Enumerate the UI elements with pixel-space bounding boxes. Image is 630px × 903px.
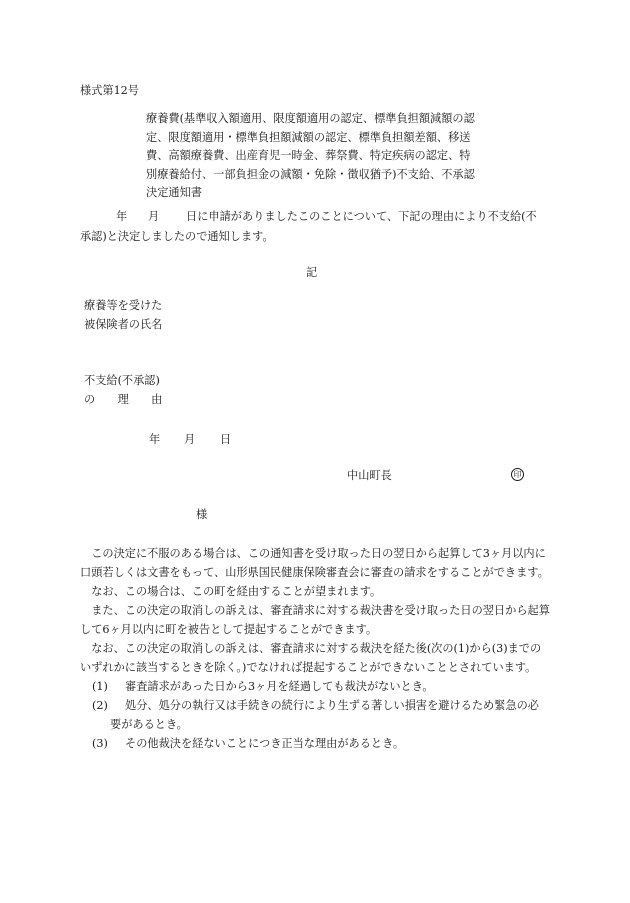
intro-year: 年: [116, 210, 128, 223]
item-text: 処分、処分の執行又は手続きの続行により生ずる著しい損害を避けるため緊急の必: [125, 699, 539, 712]
item-text: その他裁決を経ないことにつき正当な理由があるとき。: [125, 737, 405, 750]
item-number: (2): [92, 699, 108, 712]
date-day: 日: [220, 433, 232, 446]
note-item: [80, 734, 550, 753]
title-line: 別療養給付、一部負担金の減額・免除・徴収猶予)不支給、不承認: [146, 167, 475, 181]
item-number: (3): [92, 737, 108, 750]
seal-icon: 印: [511, 468, 524, 481]
item-number: (1): [92, 680, 108, 693]
label-line: 不支給(不承認): [84, 374, 160, 387]
title-line: 定、限度額適用・標準負担額減額の認定、標準負担額差額、移送: [146, 130, 471, 144]
intro-month: 月: [148, 210, 160, 223]
title-line: 費、高額療養費、出産育児一時金、葬祭費、特定疾病の認定、特: [146, 149, 471, 162]
note-paragraph: この決定に不服のある場合は、この通知書を受け取った日の翌日から起算して3ヶ月以内に口頭若しくは文書をもって、山形県国民健康保険審査会に審査の請求をすることができます。: [80, 547, 549, 579]
title-line: 療養費(基準収入額適用、限度額適用の認定、標準負担額減額の認: [146, 112, 475, 125]
addressee-suffix: 様: [196, 508, 208, 521]
note-paragraph: また、この決定の取消しの訴えは、審査請求に対する裁決書を受け取った日の翌日から起算して6ヶ月以内に町を被告として提起することができます。: [80, 604, 550, 636]
note-paragraph: なお、この場合は、この町を経由することが望まれます。: [80, 585, 382, 598]
form-number: 様式第12号: [80, 84, 139, 97]
item-text: 審査請求があった日から3ヶ月を経過しても裁決がないとき。: [125, 680, 434, 693]
label-line: 療養等を受けた: [84, 299, 163, 312]
document-title: [146, 110, 475, 203]
intro-text: 日に申請がありましたこのことについて、下記の理由により不支給(不: [186, 210, 537, 223]
notes-section: [80, 544, 550, 753]
label-line: 被保険者の氏名: [84, 317, 163, 331]
date-year: 年: [149, 433, 161, 446]
note-item: [80, 677, 550, 696]
ki-heading: 記: [306, 266, 318, 279]
reason-label: [84, 372, 162, 409]
note-item: [80, 696, 550, 715]
insured-name-label: [84, 297, 162, 334]
issuer-name: 中山町長: [347, 469, 392, 482]
item-text-continued: 要があるとき。: [110, 718, 188, 731]
intro-text-line2: 承認)と決定しましたので通知します。: [80, 230, 274, 243]
title-line: 決定通知書: [146, 186, 202, 199]
date-month: 月: [184, 433, 196, 446]
label-line: の 理 由: [84, 392, 163, 406]
note-paragraph: なお、この決定の取消しの訴えは、審査請求に対する裁決を経た後(次の(1)から(3)までのいずれかに該当するときを除く。)でなければ提起することができないこととされています。: [80, 642, 542, 674]
